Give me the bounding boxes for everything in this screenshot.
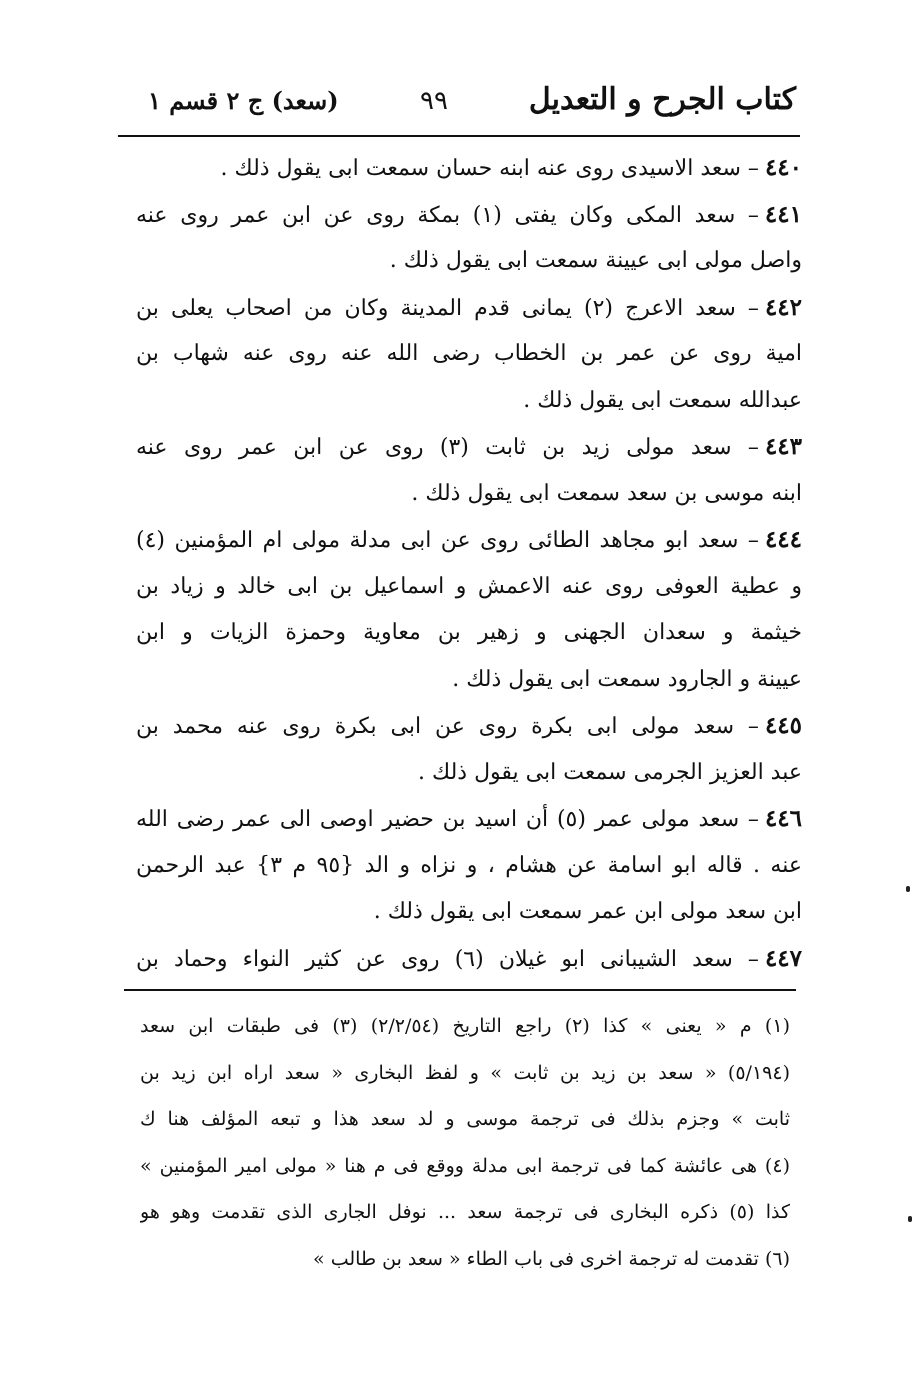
entry-number: ٤٤٤ [764,526,802,553]
book-title: كتاب الجرح و التعديل [528,82,796,117]
entry-number: ٤٤١ [764,200,802,228]
footnotes [140,1003,790,1282]
entry-text: – سعد الاعرج (٢) يمانى قدم المدينة وكان من اصحاب يعلى بن [136,295,759,321]
entry-line: واصل مولى ابى عيينة سمعت ابى يقول ذلك . [389,248,802,273]
entry-line [136,285,802,332]
section-label: (سعد) ج ٢ قسم ١ [148,86,339,115]
entry-number: ٤٤٣ [764,433,802,460]
entry-number: ٤٤٠ [764,154,802,181]
entry-text: – سعد الشيبانى ابو غيلان (٦) روى عن كثير النواء وحماد بن [136,946,759,972]
page-number: ٩٩ [420,86,448,116]
scan-speck [908,1216,912,1222]
entries-list [136,145,802,982]
entry-text: – سعد مولى عمر (٥) أن اسيد بن حضير اوصى الى عمر رضى الله [136,807,759,832]
entry-line: ابن سعد مولى ابن عمر سمعت ابى يقول ذلك . [373,899,802,924]
entry-number: ٤٤٧ [764,944,802,972]
entry-line [136,517,802,564]
entry-number: ٤٤٥ [764,712,802,739]
footnote-line: (٤) هى عائشة كما فى ترجمة ابى مدلة ووقع فى م هنا « مولى امير المؤمنين » [140,1154,790,1177]
entry-text: – سعد الاسيدى روى عنه ابنه حسان سمعت ابى يقول ذلك . [220,156,759,181]
entry-line [136,796,802,843]
entry-line [136,192,802,239]
entry-line: عبد العزيز الجرمى سمعت ابى يقول ذلك . [418,759,802,785]
footnote-line: (٦) تقدمت له ترجمة اخرى فى باب الطاء « سعد بن طالب » [313,1247,790,1270]
entry [136,192,802,285]
entry-line: عبدالله سمعت ابى يقول ذلك . [523,387,802,413]
entry-line: عيينة و الجارود سمعت ابى يقول ذلك . [452,666,802,692]
entry-text: – سعد مولى زيد بن ثابت (٣) روى عن ابن عمر روى عنه [136,435,759,460]
entry-line [136,936,802,983]
scan-speck [906,886,910,892]
entry-line: امية روى عن عمر بن الخطاب رضى الله عنه روى عنه شهاب بن [136,341,802,366]
entry-line: ابنه موسى بن سعد سمعت ابى يقول ذلك . [411,480,802,506]
entry-text: – سعد مولى ابى بكرة روى عن ابى بكرة روى عنه محمد بن [136,714,759,739]
entry [136,796,802,936]
entry-line: خيثمة و سعدان الجهنى و زهير بن معاوية وحمزة الزيات و ابن [136,620,802,645]
footnote-line: ثابت » وجزم بذلك فى ترجمة موسى و لد سعد هذا و تبعه المؤلف هنا ك [140,1108,790,1130]
entry-line: عنه . قاله ابو اسامة عن هشام ، و نزاه و الد {٩٥ م ٣} عبد الرحمن [136,852,802,878]
entry-number: ٤٤٦ [764,805,802,832]
entry [136,936,802,983]
entry-text: – سعد ابو مجاهد الطائى روى عن ابى مدلة مولى ام المؤمنين (٤) [136,528,759,553]
entry-number: ٤٤٢ [764,293,802,321]
entry [136,145,802,192]
footnote-line: (١) م « يعنى » كذا (٢) راجع التاريخ (٢/٢/٥٤) (٣) فى طبقات ابن سعد [140,1015,790,1037]
entry [136,424,802,517]
entry-text: – سعد المكى وكان يفتى (١) بمكة روى عن ابن عمر روى عنه [136,202,759,228]
entry-line: و عطية العوفى روى عنه الاعمش و اسماعيل بن ابى خالد و زياد بن [136,573,802,599]
entry-line [136,703,802,750]
footnote-rule [124,989,796,991]
footnote-line: (٥/١٩٤) « سعد بن زيد بن ثابت » و لفظ البخارى « سعد اراه ابن زيد بن [140,1061,790,1084]
footnote-line: كذا (٥) ذكره البخارى فى ترجمة سعد ... نوفل الجارى الذى تقدمت وهو هو [140,1201,790,1223]
entry-line [136,424,802,471]
entry [136,285,802,425]
entry [136,517,802,703]
entry-line [136,145,802,192]
header-rule [118,135,800,137]
entry [136,703,802,796]
page-header [120,78,796,130]
